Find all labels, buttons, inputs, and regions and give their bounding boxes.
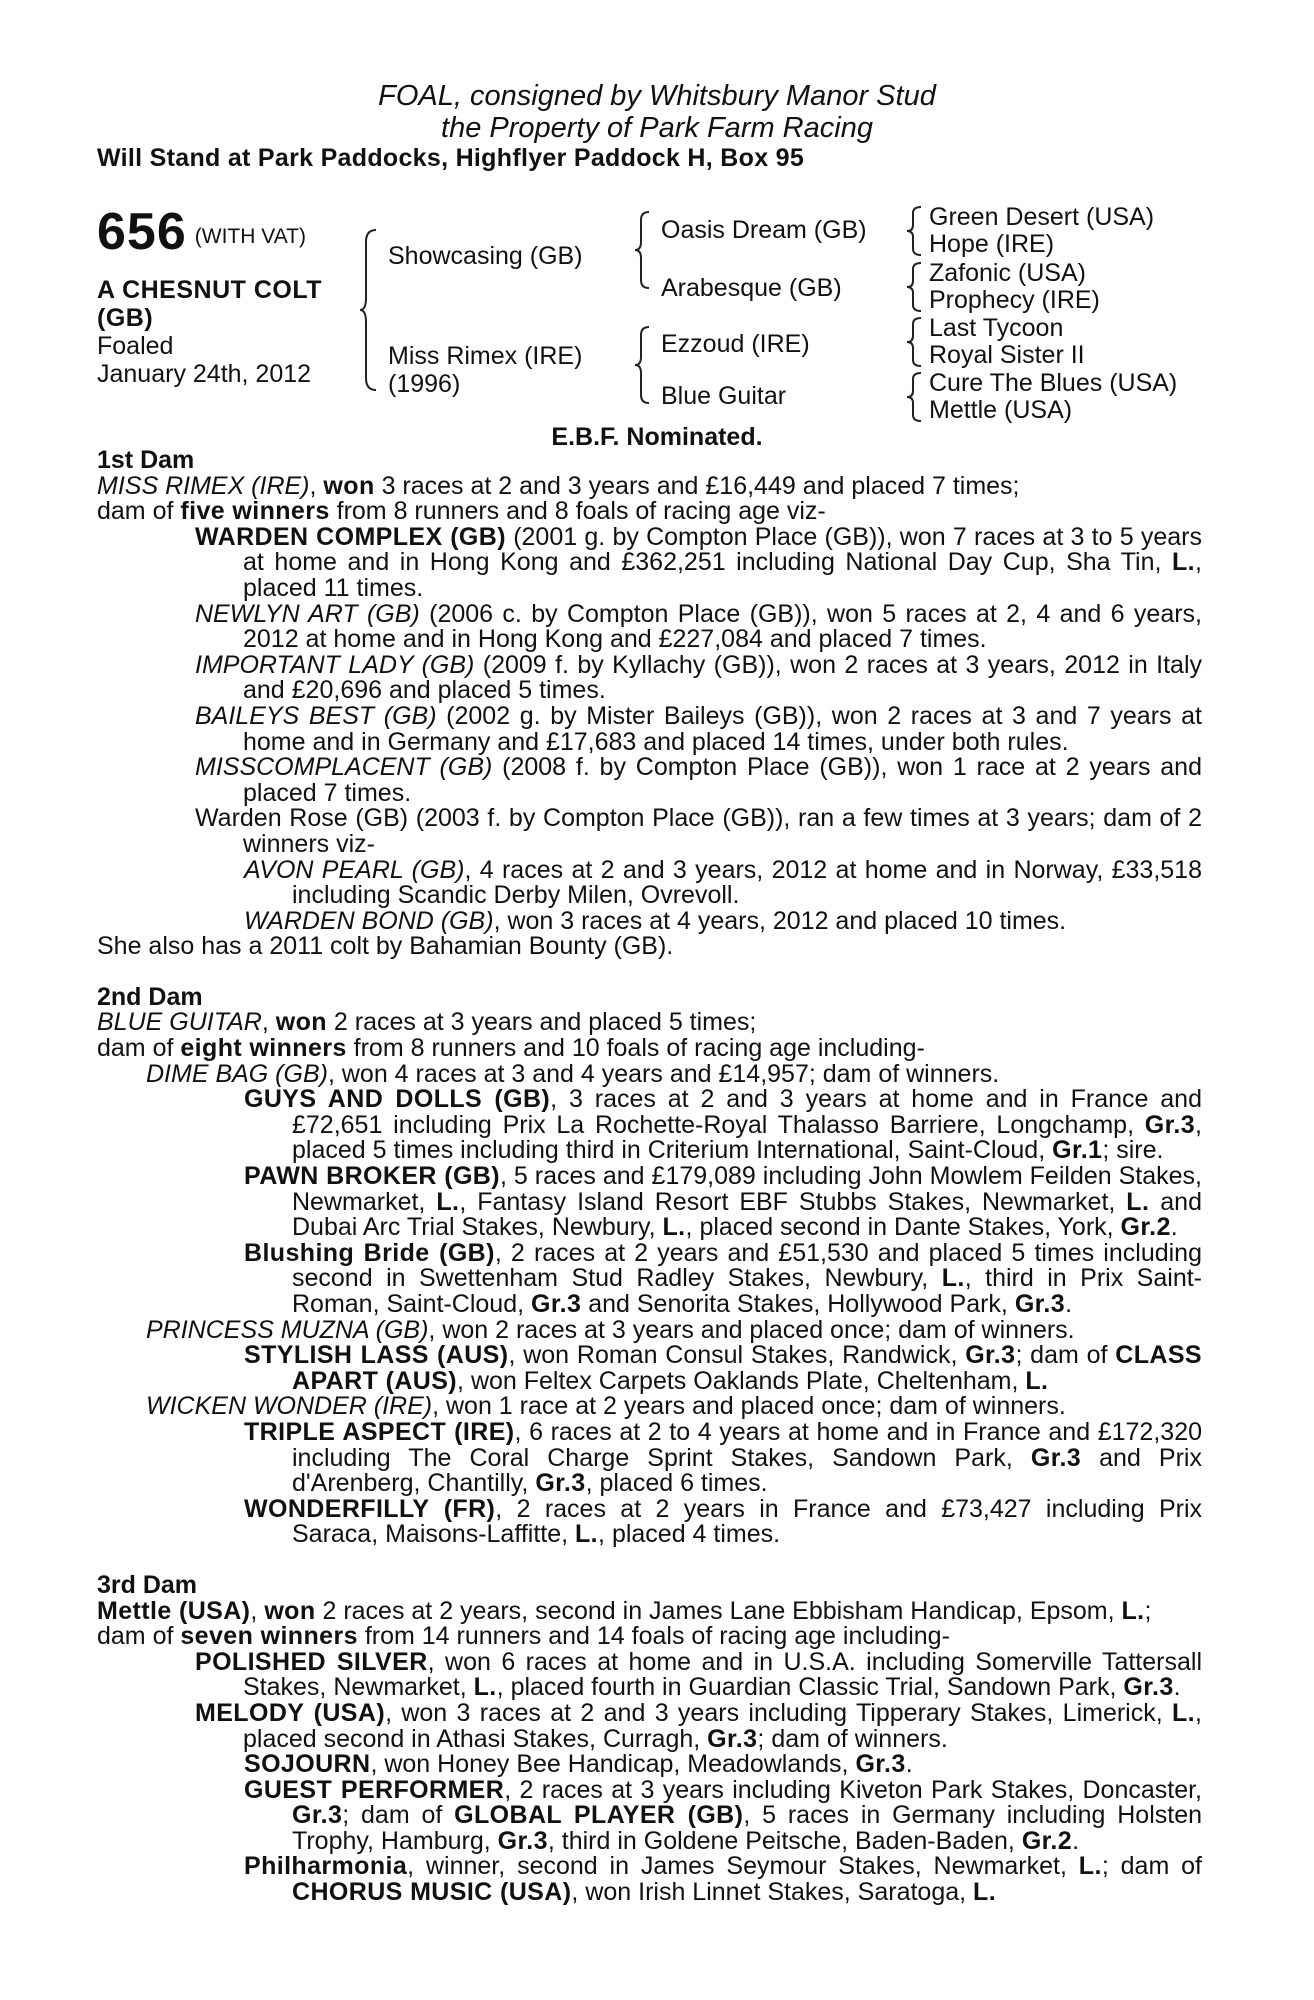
pedigree-brace-6 xyxy=(905,316,925,368)
dam-sections xyxy=(97,448,1202,1906)
produce-entry: DIME BAG (GB), won 4 races at 3 and 4 years and £14,957; dam of winners. xyxy=(146,1059,1000,1088)
produce-entry: AVON PEARL (GB), 4 races at 2 and 3 years, 2012 at home and in Norway, £33,518 including Scandic Derby Milen, Ovrevoll. xyxy=(244,855,1202,910)
foaled-date: January 24th, 2012 xyxy=(97,360,312,388)
pedigree-dam: Miss Rimex (IRE) xyxy=(388,342,583,370)
produce-entry: STYLISH LASS (AUS), won Roman Consul Stakes, Randwick, Gr.3; dam of CLASS APART (AUS), won Feltex Carpets Oaklands Plate, Cheltenham, L. xyxy=(244,1341,1202,1395)
pedigree-sdd: Prophecy (IRE) xyxy=(929,286,1100,314)
foaled-label: Foaled xyxy=(97,332,174,360)
pedigree-sire-dam: Arabesque (GB) xyxy=(661,274,842,302)
stand-line: Will Stand at Park Paddocks, Highflyer Paddock H, Box 95 xyxy=(97,144,805,172)
lot-number: 656 xyxy=(97,203,187,261)
pedigree-brace-2 xyxy=(635,210,653,290)
pedigree-brace-3 xyxy=(635,325,653,405)
first-dam-record: MISS RIMEX (IRE), won 3 races at 2 and 3 years and £16,449 and placed 7 times; xyxy=(97,471,1020,500)
pedigree-brace-7 xyxy=(905,371,925,423)
pedigree-sds: Zafonic (USA) xyxy=(929,259,1086,287)
produce-entry: Blushing Bride (GB), 2 races at 2 years and £51,530 and placed 5 times including second in Swettenham Stud Radley Stakes, Newbury, L., third in Prix Saint-Roman, Saint-Cloud, Gr.3 and Senorita Stakes, Hollywood Park, Gr.3. xyxy=(244,1238,1202,1318)
produce-entry: BAILEYS BEST (GB) (2002 g. by Mister Baileys (GB)), won 2 races at 3 and 7 years at home and in Germany and £17,683 and placed 14 times, under both rules. xyxy=(195,701,1202,756)
produce-entry: IMPORTANT LADY (GB) (2009 f. by Kyllachy (GB)), won 2 races at 3 years, 2012 in Italy and £20,696 and placed 5 times. xyxy=(195,650,1202,705)
pedigree-sire-sire: Oasis Dream (GB) xyxy=(661,216,867,244)
ebf-nominated: E.B.F. Nominated. xyxy=(551,423,763,451)
third-dam-produce-summary: dam of seven winners from 14 runners and 14 foals of racing age including- xyxy=(97,1622,950,1651)
pedigree-dss: Last Tycoon xyxy=(929,314,1064,342)
pedigree-brace-1 xyxy=(360,228,380,393)
pedigree-ssd: Hope (IRE) xyxy=(929,230,1055,258)
pedigree-dsd: Royal Sister II xyxy=(929,341,1085,369)
produce-entry: GUYS AND DOLLS (GB), 3 races at 2 and 3 years at home and in France and £72,651 including Prix La Rochette-Royal Thalasso Barriere, Longchamp, Gr.3, placed 5 times including third in Criterium International, Saint-Cloud, Gr.1; sire. xyxy=(244,1085,1202,1165)
pedigree-sss: Green Desert (USA) xyxy=(929,203,1155,231)
produce-entry: NEWLYN ART (GB) (2006 c. by Compton Place (GB)), won 5 races at 2, 4 and 6 years, 2012 at home and in Hong Kong and £227,084 and placed 7 times. xyxy=(195,599,1202,654)
produce-entry: MELODY (USA), won 3 races at 2 and 3 years including Tipperary Stakes, Limerick, L., placed second in Athasi Stakes, Curragh, Gr.3; dam of winners. xyxy=(195,1698,1202,1753)
produce-note: She also has a 2011 colt by Bahamian Bounty (GB). xyxy=(97,932,674,961)
produce-entry: PAWN BROKER (GB), 5 races and £179,089 including John Mowlem Feilden Stakes, Newmarket, L., Fantasy Island Resort EBF Stubbs Stakes, Newmarket, L. and Dubai Arc Trial Stakes, Newbury, L., placed second in Dante Stakes, York, Gr.2. xyxy=(244,1162,1202,1242)
first-dam-heading: 1st Dam xyxy=(97,446,195,474)
produce-entry: GUEST PERFORMER, 2 races at 3 years including Kiveton Park Stakes, Doncaster, Gr.3; dam of GLOBAL PLAYER (GB), 5 races in Germany including Holsten Trophy, Hamburg, Gr.3, third in Goldene Peitsche, Baden-Baden, Gr.2. xyxy=(244,1775,1203,1855)
pedigree-brace-5 xyxy=(905,261,925,313)
produce-entry: POLISHED SILVER, won 6 races at home and in U.S.A. including Somerville Tattersall Stakes, Newmarket, L., placed fourth in Guardian Classic Trial, Sandown Park, Gr.3. xyxy=(195,1647,1202,1702)
consignor-line: FOAL, consigned by Whitsbury Manor Stud xyxy=(378,80,936,112)
vat-label: (WITH VAT) xyxy=(194,225,306,248)
produce-entry: SOJOURN, won Honey Bee Handicap, Meadowlands, Gr.3. xyxy=(244,1750,913,1779)
produce-entry: WARDEN BOND (GB), won 3 races at 4 years, 2012 and placed 10 times. xyxy=(244,906,1067,935)
pedigree-dam-sire: Ezzoud (IRE) xyxy=(661,330,810,358)
first-dam-produce-summary: dam of five winners from 8 runners and 8 foals of racing age viz- xyxy=(97,497,826,526)
pedigree-sire: Showcasing (GB) xyxy=(388,242,583,270)
produce-entry: WARDEN COMPLEX (GB) (2001 g. by Compton Place (GB)), won 7 races at 3 to 5 years at home and in Hong Kong and £362,251 including National Day Cup, Sha Tin, L., placed 11 times. xyxy=(195,522,1202,602)
produce-entry: Warden Rose (GB) (2003 f. by Compton Place (GB)), ran a few times at 3 years; dam of 2 winners viz- xyxy=(195,804,1202,858)
produce-entry: WICKEN WONDER (IRE), won 1 race at 2 years and placed once; dam of winners. xyxy=(146,1392,1066,1421)
pedigree-dds: Cure The Blues (USA) xyxy=(929,369,1178,397)
second-dam-produce-summary: dam of eight winners from 8 runners and 10 foals of racing age including- xyxy=(97,1034,925,1063)
property-line: the Property of Park Farm Racing xyxy=(441,112,873,144)
second-dam-record: BLUE GUITAR, won 2 races at 3 years and placed 5 times; xyxy=(97,1008,757,1037)
pedigree-ddd: Mettle (USA) xyxy=(929,396,1073,424)
pedigree-dam-year: (1996) xyxy=(388,370,461,398)
second-dam-heading: 2nd Dam xyxy=(97,982,203,1011)
produce-entry: WONDERFILLY (FR), 2 races at 2 years in France and £73,427 including Prix Saraca, Maisons-Laffitte, L., placed 4 times. xyxy=(244,1494,1203,1549)
lot-title-country: (GB) xyxy=(97,304,154,332)
third-dam-record: Mettle (USA), won 2 races at 2 years, second in James Lane Ebbisham Handicap, Epsom, L.; xyxy=(97,1596,1152,1625)
lot-title: A CHESNUT COLT xyxy=(97,276,323,304)
produce-entry: Philharmonia, winner, second in James Seymour Stakes, Newmarket, L.; dam of CHORUS MUSIC (USA), won Irish Linnet Stakes, Saratoga, L. xyxy=(244,1852,1203,1907)
produce-entry: PRINCESS MUZNA (GB), won 2 races at 3 years and placed once; dam of winners. xyxy=(146,1315,1075,1344)
produce-entry: TRIPLE ASPECT (IRE), 6 races at 2 to 4 years at home and in France and £172,320 including The Coral Charge Sprint Stakes, Sandown Park, Gr.3 and Prix d'Arenberg, Chantilly, Gr.3, placed 6 times. xyxy=(244,1417,1202,1498)
lot-info xyxy=(97,205,322,388)
pedigree-dam-dam: Blue Guitar xyxy=(661,382,787,410)
produce-entry: MISSCOMPLACENT (GB) (2008 f. by Compton Place (GB)), won 1 race at 2 years and placed 7 times. xyxy=(195,753,1202,807)
third-dam-heading: 3rd Dam xyxy=(97,1570,198,1599)
pedigree-brace-4 xyxy=(905,205,925,257)
